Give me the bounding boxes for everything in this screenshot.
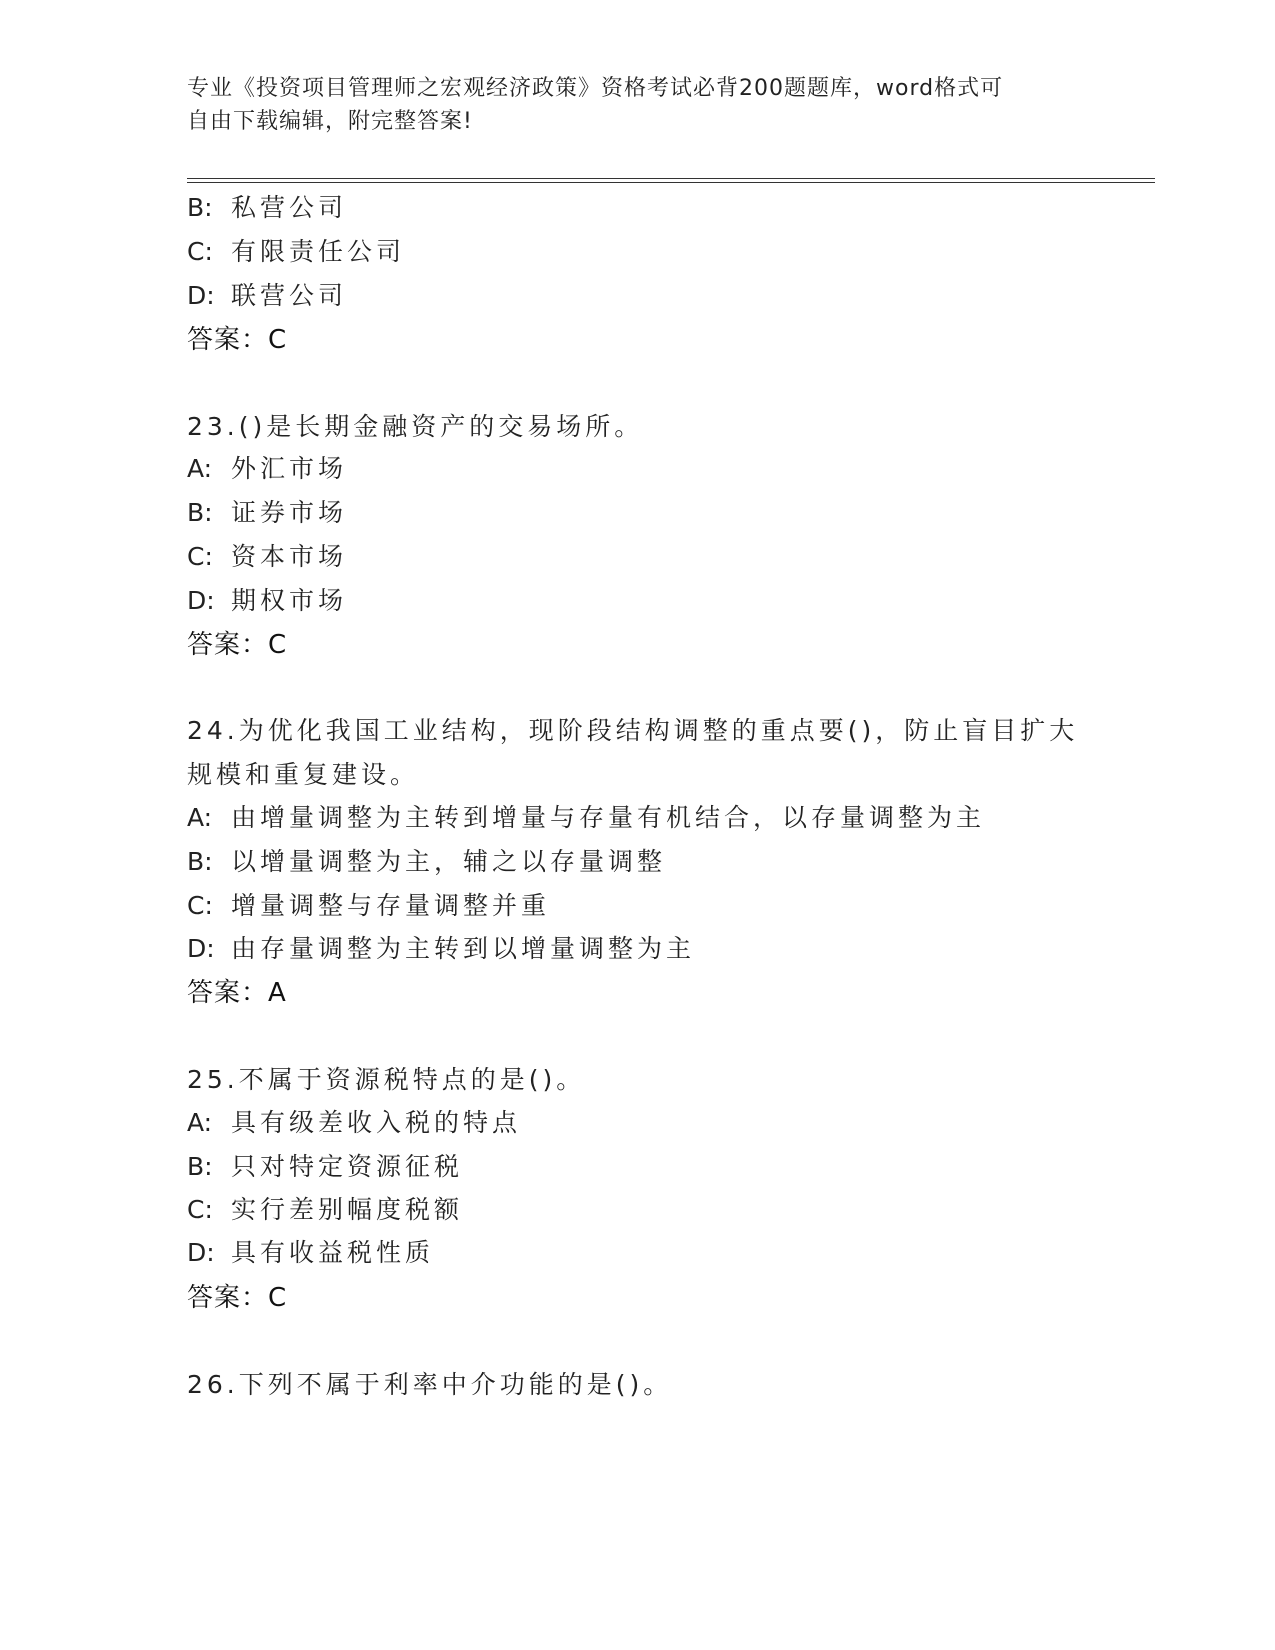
q24-stem-line-1: 24.为优化我国工业结构，现阶段结构调整的重点要()，防止盲目扩大 xyxy=(187,716,1079,745)
q23-answer: 答案：C xyxy=(187,630,288,660)
q24-answer: 答案：A xyxy=(187,978,287,1008)
q22-option-b: B: 私营公司 xyxy=(187,193,348,222)
q24-option-c: C: 增量调整与存量调整并重 xyxy=(187,891,551,920)
header-divider xyxy=(187,178,1155,183)
q22-option-c: C: 有限责任公司 xyxy=(187,237,406,266)
q24-option-d: D: 由存量调整为主转到以增量调整为主 xyxy=(187,934,696,963)
q24-option-b: B: 以增量调整为主，辅之以存量调整 xyxy=(187,847,667,876)
header-line-1: 专业《投资项目管理师之宏观经济政策》资格考试必背200题题库，word格式可 xyxy=(187,76,1004,101)
q22-option-d: D: 联营公司 xyxy=(187,281,348,310)
q25-option-c: C: 实行差别幅度税额 xyxy=(187,1195,464,1224)
q24-option-a: A: 由增量调整为主转到增量与存量有机结合，以存量调整为主 xyxy=(187,803,986,832)
q23-option-d: D: 期权市场 xyxy=(187,586,348,615)
q25-stem: 25.不属于资源税特点的是()。 xyxy=(187,1065,586,1094)
q23-option-a: A: 外汇市场 xyxy=(187,454,348,483)
document-header xyxy=(187,72,1087,138)
q23-option-c: C: 资本市场 xyxy=(187,542,348,571)
q25-option-d: D: 具有收益税性质 xyxy=(187,1238,435,1267)
q25-option-b: B: 只对特定资源征税 xyxy=(187,1152,464,1181)
q24-stem-line-2: 规模和重复建设。 xyxy=(187,760,420,789)
q23-stem: 23.()是长期金融资产的交易场所。 xyxy=(187,412,644,441)
header-line-2: 自由下载编辑，附完整答案! xyxy=(187,109,473,134)
q22-answer: 答案：C xyxy=(187,325,288,355)
q25-option-a: A: 具有级差收入税的特点 xyxy=(187,1108,522,1137)
q26-stem: 26.下列不属于利率中介功能的是()。 xyxy=(187,1370,673,1399)
q25-answer: 答案：C xyxy=(187,1283,288,1313)
q23-option-b: B: 证券市场 xyxy=(187,498,348,527)
